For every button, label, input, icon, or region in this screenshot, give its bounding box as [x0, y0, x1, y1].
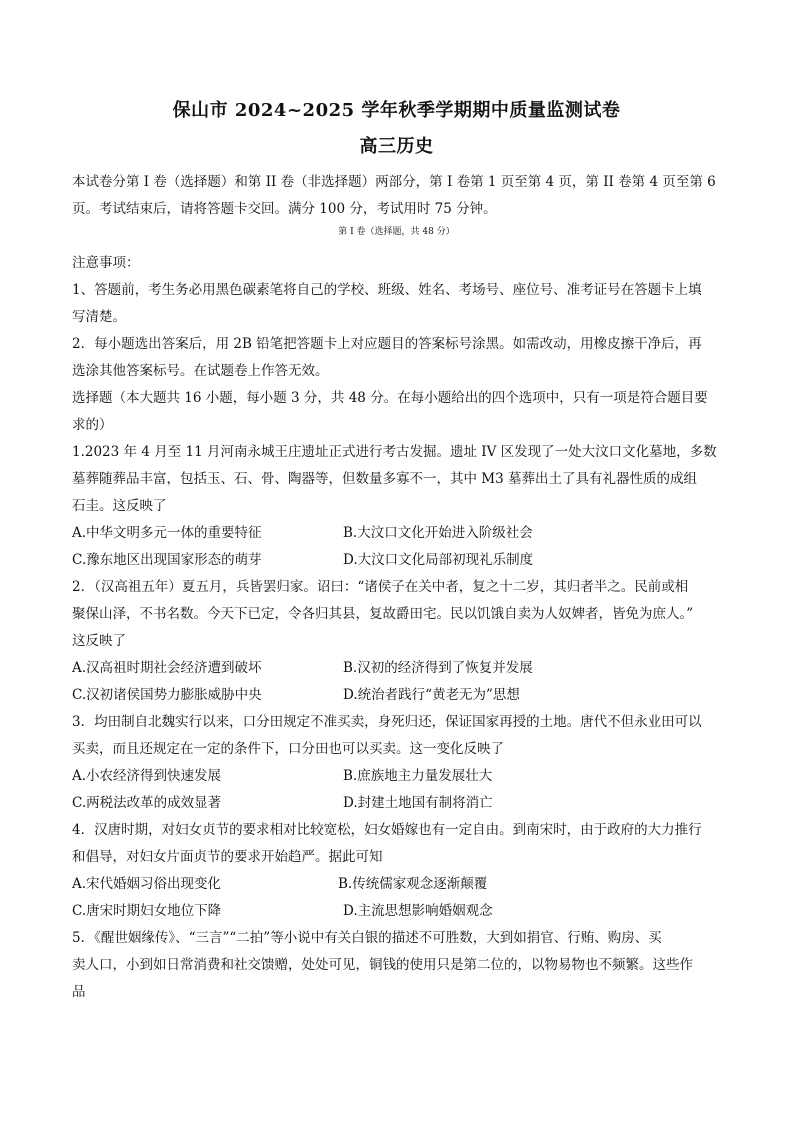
question-5-line-1: 5．《醒世姻缘传》、“三言”“二拍”等小说中有关白银的描述不可胜数，大到如捐官、行贿、购房、买 — [72, 930, 662, 946]
question-3-option-d: D.封建土地国有制将消亡 — [343, 795, 493, 811]
instructions-line-2: 求的） — [72, 417, 113, 433]
question-3-option-c: C.两税法改革的成效显著 — [72, 795, 222, 811]
question-1-line-2: 墓葬随葬品丰富，包括玉、石、骨、陶器等，但数量多寡不一，其中 M3 墓葬出土了具有礼器性质的成组 — [72, 471, 697, 487]
question-2-line-2: 聚保山泽，不书名数。今天下已定，令各归其县，复故爵田宅。民以饥饿自卖为人奴婢者，皆免为庶人。” — [72, 606, 694, 622]
question-4-line-2: 和倡导，对妇女片面贞节的要求开始趋严。据此可知 — [72, 849, 383, 865]
subject-title: 高三历史 — [359, 136, 434, 157]
question-4-line-1: 4．汉唐时期，对妇女贞节的要求相对比较宽松，妇女婚嫁也有一定自由。到南宋时，由于政府的大力推行 — [72, 822, 702, 838]
notes-heading: 注意事项： — [72, 255, 140, 271]
question-1-option-b: B.大汶口文化开始进入阶级社会 — [343, 525, 533, 541]
question-5-line-3: 品 — [72, 984, 86, 1000]
question-1-line-3: 石圭。这反映了 — [72, 498, 167, 514]
question-2-line-1: 2．（汉高祖五年）夏五月，兵皆罢归家。诏曰：“诸侯子在关中者，复之十二岁，其归者半之。民前或相 — [72, 579, 689, 595]
question-5-line-2: 卖人口，小到如日常消费和社交馈赠，处处可见，铜钱的使用只是第二位的，以物易物也不频繁。这些作 — [72, 957, 693, 973]
instructions-line-1: 选择题（本大题共 16 小题，每小题 3 分，共 48 分。在每小题给出的四个选项中，只有一项是符合题目要 — [72, 390, 708, 406]
question-1-line-1: 1.2023 年 4 月至 11 月河南永城王庄遗址正式进行考古发掘。遗址 IV 区发现了一处大汶口文化墓地，多数 — [72, 444, 717, 460]
question-3-option-b: B.庶族地主力量发展壮大 — [343, 768, 493, 784]
question-2-line-3: 这反映了 — [72, 633, 126, 649]
question-4-option-b: B.传统儒家观念逐渐颠覆 — [338, 876, 488, 892]
question-1-option-c: C.豫东地区出现国家形态的萌芽 — [72, 552, 262, 568]
intro-line-1: 本试卷分第 I 卷（选择题）和第 II 卷（非选择题）两部分，第 I 卷第 1 页至第 4 页，第 II 卷第 4 页至第 6 — [72, 174, 716, 190]
question-3-line-2: 买卖，而且还规定在一定的条件下，口分田也可以买卖。这一变化反映了 — [72, 741, 504, 757]
question-3-line-1: 3．均田制自北魏实行以来，口分田规定不准买卖，身死归还，保证国家再授的土地。唐代不但永业田可以 — [72, 714, 702, 730]
question-4-option-a: A.宋代婚姻习俗出现变化 — [72, 876, 222, 892]
question-1-option-a: A.中华文明多元一体的重要特征 — [72, 525, 262, 541]
question-4-option-d: D.主流思想影响婚姻观念 — [343, 903, 493, 919]
intro-line-2: 页。考试结束后，请将答题卡交回。满分 100 分，考试用时 75 分钟。 — [72, 201, 497, 217]
question-2-option-a: A.汉高祖时期社会经济遭到破坏 — [72, 660, 262, 676]
exam-title: 保山市 2024~2025 学年秋季学期期中质量监测试卷 — [172, 100, 621, 121]
question-1-option-d: D.大汶口文化局部初现礼乐制度 — [343, 552, 534, 568]
note-1-line-1: 1、答题前，考生务必用黑色碳素笔将自己的学校、班级、姓名、考场号、座位号、准考证号在答题卡上填 — [72, 282, 702, 298]
note-2-line-1: 2．每小题选出答案后，用 2B 铅笔把答题卡上对应题目的答案标号涂黑。如需改动，用橡皮擦干净后，再 — [72, 336, 702, 352]
question-2-option-d: D.统治者践行“黄老无为”思想 — [343, 687, 520, 703]
note-1-line-2: 写清楚。 — [72, 309, 126, 325]
section-heading: 第 I 卷（选择题，共 48 分） — [338, 227, 455, 237]
note-2-line-2: 选涂其他答案标号。在试题卷上作答无效。 — [72, 363, 329, 379]
question-3-option-a: A.小农经济得到快速发展 — [72, 768, 222, 784]
question-4-option-c: C.唐宋时期妇女地位下降 — [72, 903, 222, 919]
question-2-option-b: B.汉初的经济得到了恢复并发展 — [343, 660, 533, 676]
question-2-option-c: C.汉初诸侯国势力膨胀威胁中央 — [72, 687, 262, 703]
